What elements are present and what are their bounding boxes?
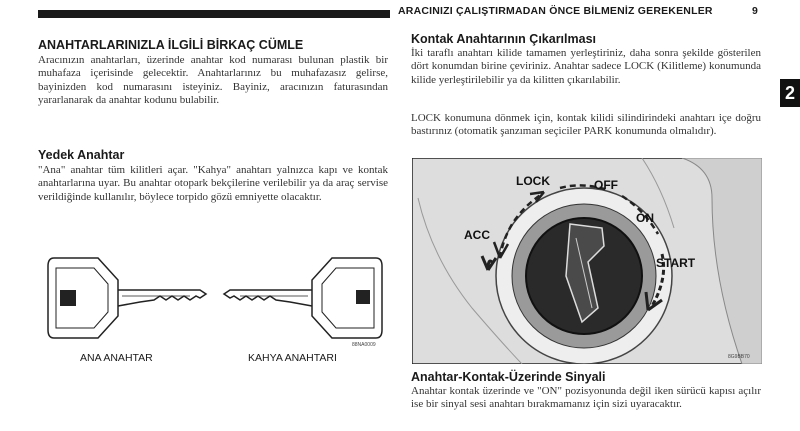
key-removal-heading: Kontak Anahtarının Çıkarılması xyxy=(411,32,596,46)
header-rule xyxy=(38,10,390,18)
master-key-illustration xyxy=(48,258,206,338)
running-header-title: ARACINIZI ÇALIŞTIRMADAN ÖNCE BİLMENİZ GEREKENLER xyxy=(398,5,713,17)
page-number: 9 xyxy=(752,5,758,17)
key-in-ignition-signal-paragraph: Anahtar kontak üzerinde ve "ON" pozisyonunda değil iken sürücü kapısı açılır ise bir sinyal sesi anahtarı bırakmamanız için sizi uyaracaktır. xyxy=(411,385,761,411)
key-in-ignition-signal-heading: Anahtar-Kontak-Üzerinde Sinyali xyxy=(411,370,606,384)
start-position-label: START xyxy=(656,256,696,270)
section-tab: 2 xyxy=(780,79,800,107)
keys-paragraph: Aracınızın anahtarları, üzerinde anahtar kod numarası bulunan plastik bir muhafaza içerisinde gelecektir. Anahtarlarınız bu muhafazasız gelirse, bayinizden kod numarasını isteyiniz. Bayiniz, aracınızın faturasından yararlanarak da anahtar kodunu bulabilir. xyxy=(38,54,388,107)
off-position-label: OFF xyxy=(594,178,618,192)
ignition-figure-id: 8G9BB70 xyxy=(728,354,750,360)
acc-position-label: ACC xyxy=(464,228,490,242)
key-removal-paragraph-2: LOCK konumuna dönmek için, kontak kilidi silindirindeki anahtarı içe doğru bastırınız (otomatik şanzıman seçiciler PARK konumunda olmalıdır). xyxy=(411,112,761,138)
key-removal-paragraph-1: İki taraflı anahtarı kilide tamamen yerleştiriniz, daha sonra şekilde gösterilen dört konumdan birine çeviriniz. Anahtar sadece LOCK (Kilitleme) konumunda kilide yerleştirilebilir ya da kilitten çıkarılabilir. xyxy=(411,47,761,86)
lock-position-label: LOCK xyxy=(516,174,550,188)
ignition-switch-figure xyxy=(412,158,762,364)
on-position-label: ON xyxy=(636,211,654,225)
keys-figure xyxy=(40,250,390,350)
valet-key-caption: KAHYA ANAHTARI xyxy=(248,352,337,364)
valet-key-illustration xyxy=(224,258,382,338)
keys-figure-id: 88NA0009 xyxy=(352,342,376,348)
spare-key-paragraph: "Ana" anahtar tüm kilitleri açar. "Kahya" anahtarı yalnızca kapı ve kontak anahtarlarına uyar. Bu anahtar otopark bekçilerine verilebilir ya da araç servise verildiğinde kullanılır, böylece torpido gözü emniyette olacaktır. xyxy=(38,164,388,203)
spare-key-heading: Yedek Anahtar xyxy=(38,148,125,162)
master-key-caption: ANA ANAHTAR xyxy=(80,352,153,364)
keys-heading: ANAHTARLARINIZLA İLGİLİ BİRKAÇ CÜMLE xyxy=(38,38,304,52)
